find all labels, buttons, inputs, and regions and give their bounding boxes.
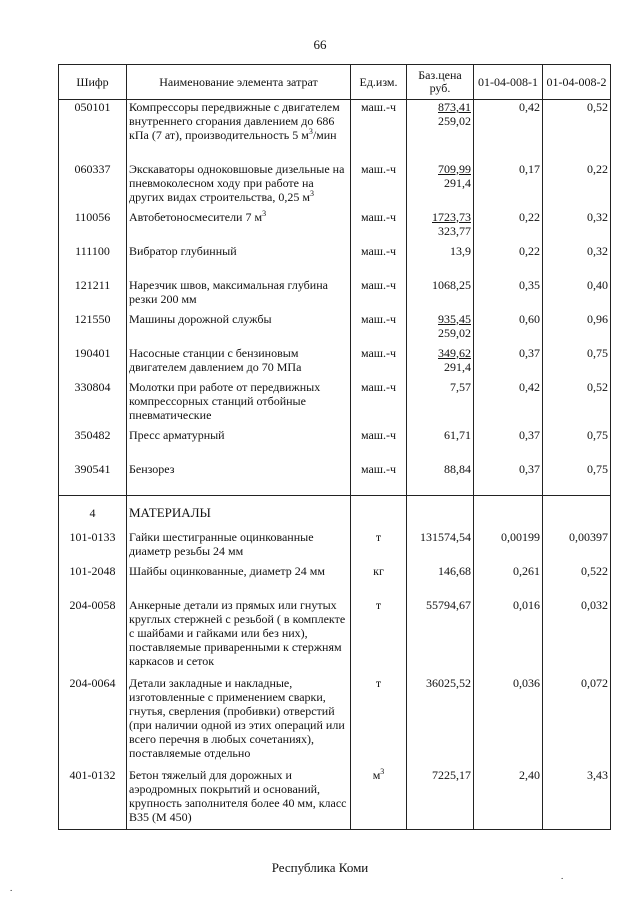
header-price: Баз.цена руб. — [407, 65, 474, 100]
row-norm-1: 0,22 — [474, 210, 543, 244]
row-name: Вибратор глубинный — [127, 244, 351, 278]
header-norm-1: 01-04-008-1 — [474, 65, 543, 100]
row-norm-2: 3,43 — [543, 768, 611, 830]
row-norm-1: 0,016 — [474, 598, 543, 676]
row-price: 1068,25 — [407, 278, 474, 312]
row-name — [127, 100, 351, 162]
row-price — [407, 312, 474, 346]
row-norm-2: 0,32 — [543, 210, 611, 244]
row-price: 7,57 — [407, 380, 474, 428]
row-norm-1: 2,40 — [474, 768, 543, 830]
row-norm-2: 0,96 — [543, 312, 611, 346]
row-name-text: Автобетоносмесители 7 м — [129, 209, 263, 224]
row-name-sup: 3 — [309, 188, 314, 198]
row-price — [407, 162, 474, 210]
row-norm-1: 0,60 — [474, 312, 543, 346]
row-price: 7225,17 — [407, 768, 474, 830]
header-norm-2: 01-04-008-2 — [543, 65, 611, 100]
row-norm-1: 0,42 — [474, 100, 543, 162]
row-code: 350482 — [59, 428, 127, 462]
header-code: Шифр — [59, 65, 127, 100]
section-number: 4 — [59, 496, 127, 530]
page-number: 66 — [313, 37, 327, 52]
table-row — [59, 768, 611, 830]
row-name-text: Экскаваторы одноковшовые дизельные на пневмоколесном ходу при работе на других видах строительства, 0,25 м — [129, 161, 345, 204]
row-price: 36025,52 — [407, 676, 474, 768]
row-unit-sup: 3 — [380, 766, 385, 776]
table-header-row — [59, 65, 611, 100]
row-price-sub: 259,02 — [438, 325, 471, 340]
row-name: Машины дорожной службы — [127, 312, 351, 346]
row-unit: маш.-ч — [351, 100, 407, 162]
table-row — [59, 278, 611, 312]
row-unit: кг — [351, 564, 407, 598]
row-price: 131574,54 — [407, 530, 474, 564]
row-name — [127, 162, 351, 210]
row-unit: маш.-ч — [351, 278, 407, 312]
row-norm-2: 0,22 — [543, 162, 611, 210]
row-name: Гайки шестигранные оцинкованные диаметр резьбы 24 мм — [127, 530, 351, 564]
row-norm-1: 0,261 — [474, 564, 543, 598]
row-name: Молотки при работе от передвижных компрессорных станций отбойные пневматические — [127, 380, 351, 428]
row-code: 121550 — [59, 312, 127, 346]
row-code: 330804 — [59, 380, 127, 428]
row-norm-2: 0,32 — [543, 244, 611, 278]
row-price-sub: 323,77 — [438, 223, 471, 238]
header-unit: Ед.изм. — [351, 65, 407, 100]
table-row — [59, 210, 611, 244]
table-row — [59, 530, 611, 564]
row-name-sup: 3 — [308, 127, 313, 136]
row-norm-1: 0,17 — [474, 162, 543, 210]
row-price — [407, 100, 474, 162]
table-row — [59, 244, 611, 278]
row-unit: маш.-ч — [351, 428, 407, 462]
row-code: 390541 — [59, 462, 127, 496]
row-norm-2: 0,52 — [543, 380, 611, 428]
row-code: 204-0058 — [59, 598, 127, 676]
row-code: 101-0133 — [59, 530, 127, 564]
row-price — [407, 346, 474, 380]
row-unit: т — [351, 530, 407, 564]
row-code: 110056 — [59, 210, 127, 244]
row-unit: маш.-ч — [351, 244, 407, 278]
section-row — [59, 496, 611, 530]
row-price-main: 873,41 — [438, 100, 471, 114]
row-price-sub: 291,4 — [444, 359, 471, 374]
row-name: Нарезчик швов, максимальная глубина резки 200 мм — [127, 278, 351, 312]
row-name — [127, 210, 351, 244]
row-unit: маш.-ч — [351, 462, 407, 496]
row-norm-2: 0,75 — [543, 428, 611, 462]
row-price: 55794,67 — [407, 598, 474, 676]
table-row — [59, 162, 611, 210]
table-row — [59, 346, 611, 380]
row-norm-2: 0,032 — [543, 598, 611, 676]
row-name: Бензорез — [127, 462, 351, 496]
row-code: 111100 — [59, 244, 127, 278]
row-code: 060337 — [59, 162, 127, 210]
row-code: 204-0064 — [59, 676, 127, 768]
table-row — [59, 100, 611, 162]
row-unit: маш.-ч — [351, 380, 407, 428]
row-norm-1: 0,37 — [474, 346, 543, 380]
section-title: МАТЕРИАЛЫ — [127, 496, 351, 530]
header-name: Наименование элемента затрат — [127, 65, 351, 100]
row-unit-text: м — [372, 767, 381, 782]
scan-mark: . — [10, 883, 13, 893]
row-code: 190401 — [59, 346, 127, 380]
section-empty-cell — [407, 496, 474, 530]
row-norm-2: 0,00397 — [543, 530, 611, 564]
row-price-main: 349,62 — [438, 345, 471, 360]
row-code: 401-0132 — [59, 768, 127, 830]
row-code: 050101 — [59, 100, 127, 162]
row-price: 146,68 — [407, 564, 474, 598]
section-empty-cell — [474, 496, 543, 530]
row-norm-1: 0,22 — [474, 244, 543, 278]
row-unit: т — [351, 598, 407, 676]
scan-mark: . — [561, 871, 564, 881]
row-norm-2: 0,522 — [543, 564, 611, 598]
row-price-sub: 259,02 — [438, 114, 471, 128]
row-code: 121211 — [59, 278, 127, 312]
row-norm-1: 0,35 — [474, 278, 543, 312]
footer-region: Республика Коми — [271, 860, 369, 875]
row-code: 101-2048 — [59, 564, 127, 598]
row-name: Пресс арматурный — [127, 428, 351, 462]
row-price: 88,84 — [407, 462, 474, 496]
row-name: Бетон тяжелый для дорожных и аэродромных покрытий и оснований, крупность заполнителя более 40 мм, класс В35 (М 450) — [127, 768, 351, 830]
row-unit: маш.-ч — [351, 346, 407, 380]
row-name: Детали закладные и накладные, изготовленные с применением сварки, гнутья, сверления (пробивки) отверстий (при наличии одной из этих операций или всего перечня в любых сочетаниях), поставляемые отдельно — [127, 676, 351, 768]
row-price: 13,9 — [407, 244, 474, 278]
section-empty-cell — [543, 496, 611, 530]
row-norm-1: 0,37 — [474, 428, 543, 462]
row-name: Шайбы оцинкованные, диаметр 24 мм — [127, 564, 351, 598]
row-unit: маш.-ч — [351, 162, 407, 210]
row-norm-2: 0,75 — [543, 462, 611, 496]
row-norm-2: 0,072 — [543, 676, 611, 768]
row-price-sub: 291,4 — [444, 175, 471, 190]
row-price-main: 709,99 — [438, 161, 471, 176]
table-row — [59, 676, 611, 768]
row-name-text: Компрессоры передвижные с двигателем внутреннего сгорания давлением до 686 кПа (7 ат), производительность 5 м — [129, 100, 340, 142]
row-unit: маш.-ч — [351, 210, 407, 244]
table-row — [59, 312, 611, 346]
row-name-sup: 3 — [262, 208, 267, 218]
row-price-main: 935,45 — [438, 311, 471, 326]
row-price: 61,71 — [407, 428, 474, 462]
row-norm-1: 0,42 — [474, 380, 543, 428]
row-name-tail: /мин — [312, 128, 337, 142]
row-unit: маш.-ч — [351, 312, 407, 346]
row-norm-1: 0,036 — [474, 676, 543, 768]
table-row — [59, 428, 611, 462]
row-norm-2: 0,75 — [543, 346, 611, 380]
cost-elements-table — [58, 64, 611, 830]
section-empty-cell — [351, 496, 407, 530]
row-name: Анкерные детали из прямых или гнутых круглых стержней с резьбой ( в комплекте с шайбами и гайками или без них), поставляемые приваренными к стержням каркасов и сеток — [127, 598, 351, 676]
row-norm-1: 0,00199 — [474, 530, 543, 564]
row-norm-2: 0,40 — [543, 278, 611, 312]
row-price-main: 1723,73 — [432, 209, 471, 224]
row-unit: т — [351, 676, 407, 768]
row-unit — [351, 768, 407, 830]
table-row — [59, 462, 611, 496]
row-name: Насосные станции с бензиновым двигателем давлением до 70 МПа — [127, 346, 351, 380]
row-price — [407, 210, 474, 244]
table-row — [59, 564, 611, 598]
table-row — [59, 598, 611, 676]
row-norm-1: 0,37 — [474, 462, 543, 496]
row-norm-2: 0,52 — [543, 100, 611, 162]
table-row — [59, 380, 611, 428]
